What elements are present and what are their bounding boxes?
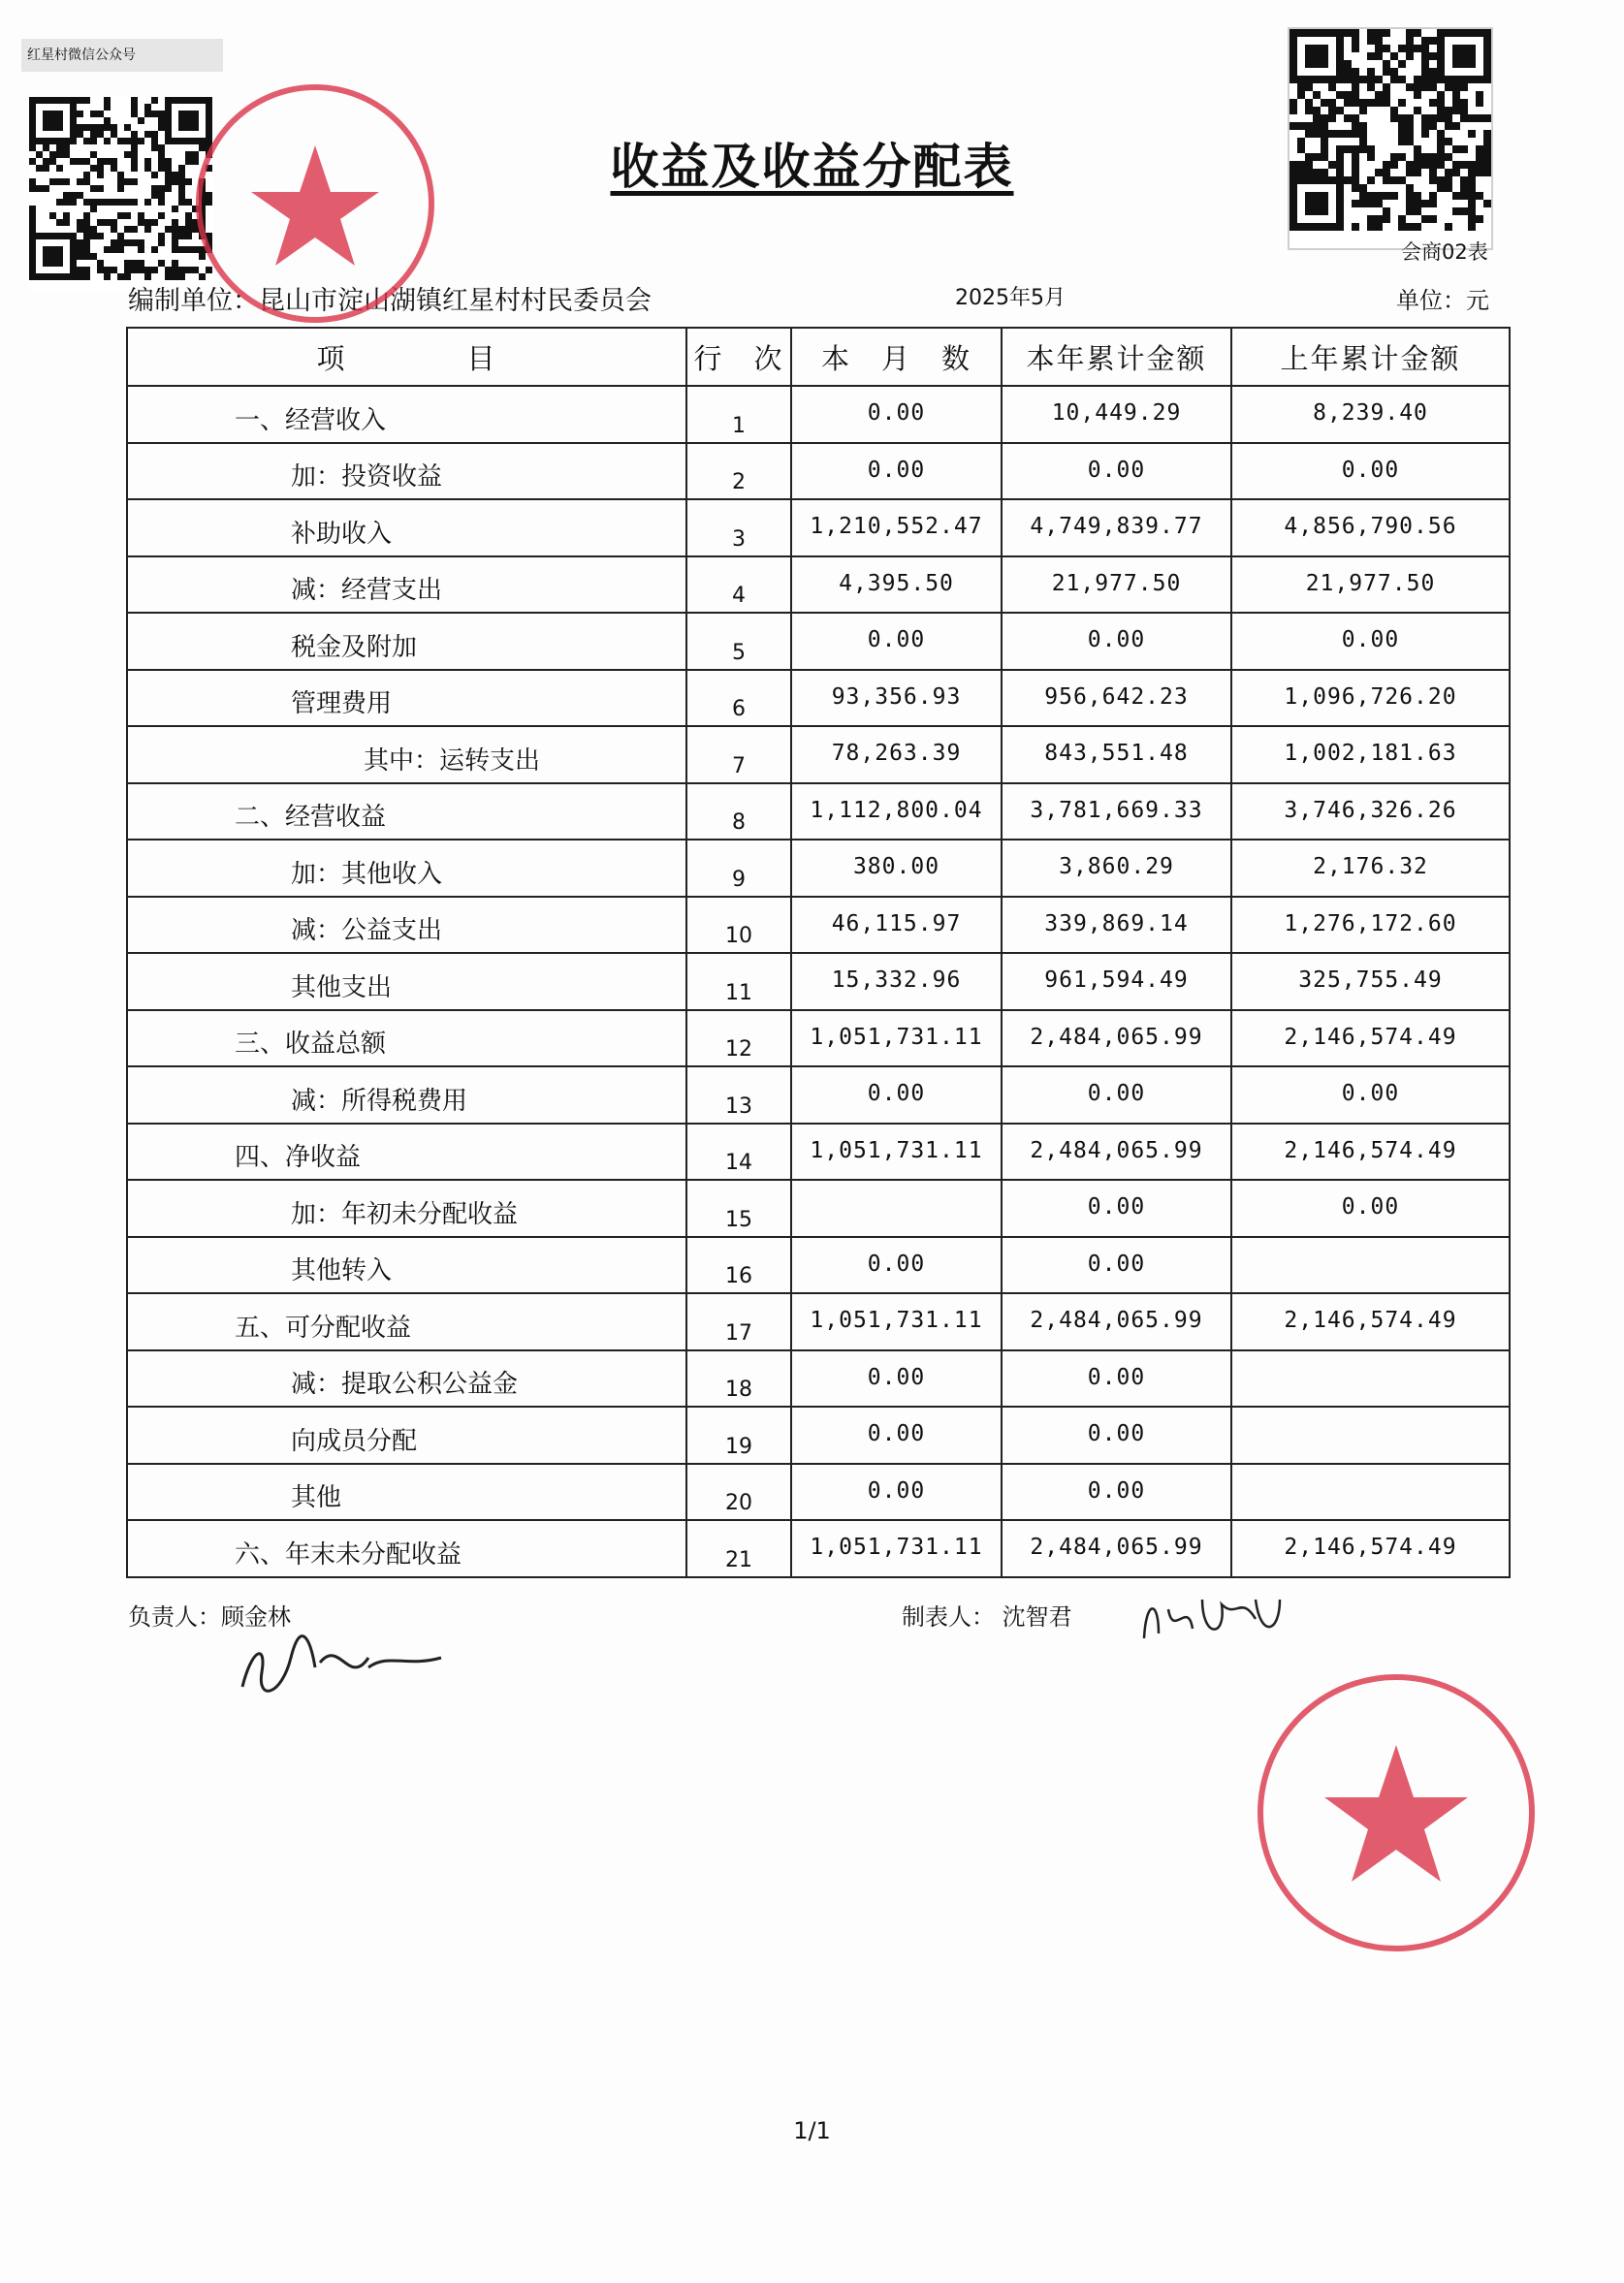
row-item-label: 六、年末未分配收益: [127, 1520, 686, 1577]
row-month-amount: 1,112,800.04: [791, 783, 1002, 840]
row-prev-ytd-amount: 1,276,172.60: [1231, 897, 1510, 954]
table-row: [127, 386, 1510, 443]
row-prev-ytd-amount: 0.00: [1231, 1180, 1510, 1237]
row-month-amount: 0.00: [791, 443, 1002, 500]
row-line-number: 13: [686, 1066, 791, 1124]
row-prev-ytd-amount: 8,239.40: [1231, 386, 1510, 443]
col-header-prev-ytd: 上年累计金额: [1231, 328, 1510, 386]
row-line-number: 2: [686, 443, 791, 500]
row-month-amount: [791, 1180, 1002, 1237]
row-month-amount: 78,263.39: [791, 726, 1002, 783]
row-month-amount: 1,051,731.11: [791, 1010, 1002, 1067]
row-ytd-amount: 3,860.29: [1002, 840, 1231, 897]
row-prev-ytd-amount: 325,755.49: [1231, 953, 1510, 1010]
row-line-number: 7: [686, 726, 791, 783]
row-prev-ytd-amount: 21,977.50: [1231, 556, 1510, 614]
table-row: [127, 1066, 1510, 1124]
row-item-label: 加：年初未分配收益: [127, 1180, 686, 1237]
row-line-number: 5: [686, 613, 791, 670]
income-distribution-table: [126, 327, 1511, 1578]
table-row: [127, 1464, 1510, 1521]
row-month-amount: 0.00: [791, 613, 1002, 670]
row-prev-ytd-amount: 4,856,790.56: [1231, 499, 1510, 556]
row-line-number: 20: [686, 1464, 791, 1521]
row-ytd-amount: 0.00: [1002, 1066, 1231, 1124]
row-prev-ytd-amount: [1231, 1237, 1510, 1294]
row-prev-ytd-amount: 2,146,574.49: [1231, 1520, 1510, 1577]
row-line-number: 11: [686, 953, 791, 1010]
row-item-label: 其他: [127, 1464, 686, 1521]
row-item-label: 四、净收益: [127, 1124, 686, 1181]
row-item-label: 三、收益总额: [127, 1010, 686, 1067]
row-prev-ytd-amount: 2,146,574.49: [1231, 1293, 1510, 1350]
row-prev-ytd-amount: 1,096,726.20: [1231, 670, 1510, 727]
form-number: 会商02表: [1401, 240, 1488, 264]
table-row: [127, 499, 1510, 556]
row-prev-ytd-amount: [1231, 1407, 1510, 1464]
row-item-label: 加：其他收入: [127, 840, 686, 897]
row-item-label: 加：投资收益: [127, 443, 686, 500]
row-month-amount: 15,332.96: [791, 953, 1002, 1010]
table-row: [127, 1180, 1510, 1237]
row-ytd-amount: 2,484,065.99: [1002, 1124, 1231, 1181]
row-ytd-amount: 21,977.50: [1002, 556, 1231, 614]
table-row: [127, 670, 1510, 727]
col-header-month: 本 月 数: [791, 328, 1002, 386]
prepared-by-unit: 编制单位：昆山市淀山湖镇红星村村民委员会: [128, 286, 652, 316]
row-line-number: 14: [686, 1124, 791, 1181]
row-item-label: 管理费用: [127, 670, 686, 727]
row-line-number: 6: [686, 670, 791, 727]
table-header-row: [127, 328, 1510, 386]
row-line-number: 1: [686, 386, 791, 443]
row-item-label: 减：所得税费用: [127, 1066, 686, 1124]
row-line-number: 16: [686, 1237, 791, 1294]
row-ytd-amount: 0.00: [1002, 613, 1231, 670]
col-header-line: 行 次: [686, 328, 791, 386]
row-ytd-amount: 0.00: [1002, 1407, 1231, 1464]
table-preparer: 制表人： 沈智君: [902, 1603, 1072, 1631]
row-ytd-amount: 2,484,065.99: [1002, 1520, 1231, 1577]
row-item-label: 减：提取公积公益金: [127, 1350, 686, 1408]
row-line-number: 21: [686, 1520, 791, 1577]
table-row: [127, 1010, 1510, 1067]
row-line-number: 17: [686, 1293, 791, 1350]
row-prev-ytd-amount: 2,146,574.49: [1231, 1124, 1510, 1181]
row-ytd-amount: 961,594.49: [1002, 953, 1231, 1010]
row-prev-ytd-amount: 2,146,574.49: [1231, 1010, 1510, 1067]
row-item-label: 减：经营支出: [127, 556, 686, 614]
seal-supervision-committee: [1251, 1667, 1542, 1958]
currency-unit: 单位：元: [1396, 287, 1489, 314]
table-row: [127, 1293, 1510, 1350]
signature-preparer: [1134, 1580, 1290, 1667]
signature-responsible: [223, 1629, 456, 1706]
row-ytd-amount: 4,749,839.77: [1002, 499, 1231, 556]
row-ytd-amount: 956,642.23: [1002, 670, 1231, 727]
row-item-label: 税金及附加: [127, 613, 686, 670]
row-prev-ytd-amount: 0.00: [1231, 613, 1510, 670]
table-row: [127, 726, 1510, 783]
table-row: [127, 1407, 1510, 1464]
table-row: [127, 443, 1510, 500]
row-ytd-amount: 0.00: [1002, 1350, 1231, 1408]
row-ytd-amount: 2,484,065.99: [1002, 1010, 1231, 1067]
table-row: [127, 1520, 1510, 1577]
row-line-number: 19: [686, 1407, 791, 1464]
table-row: [127, 613, 1510, 670]
row-item-label: 其他支出: [127, 953, 686, 1010]
row-ytd-amount: 0.00: [1002, 1180, 1231, 1237]
row-month-amount: 0.00: [791, 1407, 1002, 1464]
qr-caption: 红星村微信公众号: [21, 39, 223, 72]
col-header-item: 项 目: [127, 328, 686, 386]
row-line-number: 15: [686, 1180, 791, 1237]
row-item-label: 减：公益支出: [127, 897, 686, 954]
row-line-number: 18: [686, 1350, 791, 1408]
row-ytd-amount: 0.00: [1002, 1237, 1231, 1294]
responsible-person: 负责人：顾金林: [128, 1603, 291, 1631]
row-prev-ytd-amount: 1,002,181.63: [1231, 726, 1510, 783]
row-line-number: 10: [686, 897, 791, 954]
row-prev-ytd-amount: [1231, 1350, 1510, 1408]
row-ytd-amount: 339,869.14: [1002, 897, 1231, 954]
row-item-label: 补助收入: [127, 499, 686, 556]
row-month-amount: 93,356.93: [791, 670, 1002, 727]
row-item-label: 二、经营收益: [127, 783, 686, 840]
row-line-number: 9: [686, 840, 791, 897]
row-month-amount: 0.00: [791, 1237, 1002, 1294]
row-ytd-amount: 3,781,669.33: [1002, 783, 1231, 840]
table-row: [127, 953, 1510, 1010]
row-month-amount: 1,051,731.11: [791, 1293, 1002, 1350]
table-row: [127, 1350, 1510, 1408]
row-month-amount: 0.00: [791, 386, 1002, 443]
col-header-ytd: 本年累计金额: [1002, 328, 1231, 386]
row-month-amount: 1,210,552.47: [791, 499, 1002, 556]
row-item-label: 其中：运转支出: [127, 726, 686, 783]
row-prev-ytd-amount: 0.00: [1231, 443, 1510, 500]
row-prev-ytd-amount: [1231, 1464, 1510, 1521]
row-ytd-amount: 0.00: [1002, 443, 1231, 500]
row-ytd-amount: 0.00: [1002, 1464, 1231, 1521]
row-month-amount: 0.00: [791, 1464, 1002, 1521]
table-row: [127, 1237, 1510, 1294]
table-row: [127, 556, 1510, 614]
table-row: [127, 1124, 1510, 1181]
row-month-amount: 1,051,731.11: [791, 1124, 1002, 1181]
table-row: [127, 897, 1510, 954]
row-line-number: 8: [686, 783, 791, 840]
row-item-label: 其他转入: [127, 1237, 686, 1294]
table-row: [127, 783, 1510, 840]
row-item-label: 五、可分配收益: [127, 1293, 686, 1350]
row-month-amount: 0.00: [791, 1350, 1002, 1408]
row-prev-ytd-amount: 3,746,326.26: [1231, 783, 1510, 840]
row-item-label: 向成员分配: [127, 1407, 686, 1464]
row-month-amount: 380.00: [791, 840, 1002, 897]
row-month-amount: 1,051,731.11: [791, 1520, 1002, 1577]
row-month-amount: 46,115.97: [791, 897, 1002, 954]
row-ytd-amount: 843,551.48: [1002, 726, 1231, 783]
page-title: 收益及收益分配表: [610, 139, 1014, 195]
row-ytd-amount: 10,449.29: [1002, 386, 1231, 443]
row-month-amount: 0.00: [791, 1066, 1002, 1124]
report-period: 2025年5月: [955, 286, 1066, 310]
row-prev-ytd-amount: 0.00: [1231, 1066, 1510, 1124]
table-row: [127, 840, 1510, 897]
row-line-number: 4: [686, 556, 791, 614]
page-number: 1/1: [793, 2117, 831, 2144]
row-item-label: 一、经营收入: [127, 386, 686, 443]
row-prev-ytd-amount: 2,176.32: [1231, 840, 1510, 897]
row-line-number: 12: [686, 1010, 791, 1067]
row-ytd-amount: 2,484,065.99: [1002, 1293, 1231, 1350]
row-line-number: 3: [686, 499, 791, 556]
row-month-amount: 4,395.50: [791, 556, 1002, 614]
